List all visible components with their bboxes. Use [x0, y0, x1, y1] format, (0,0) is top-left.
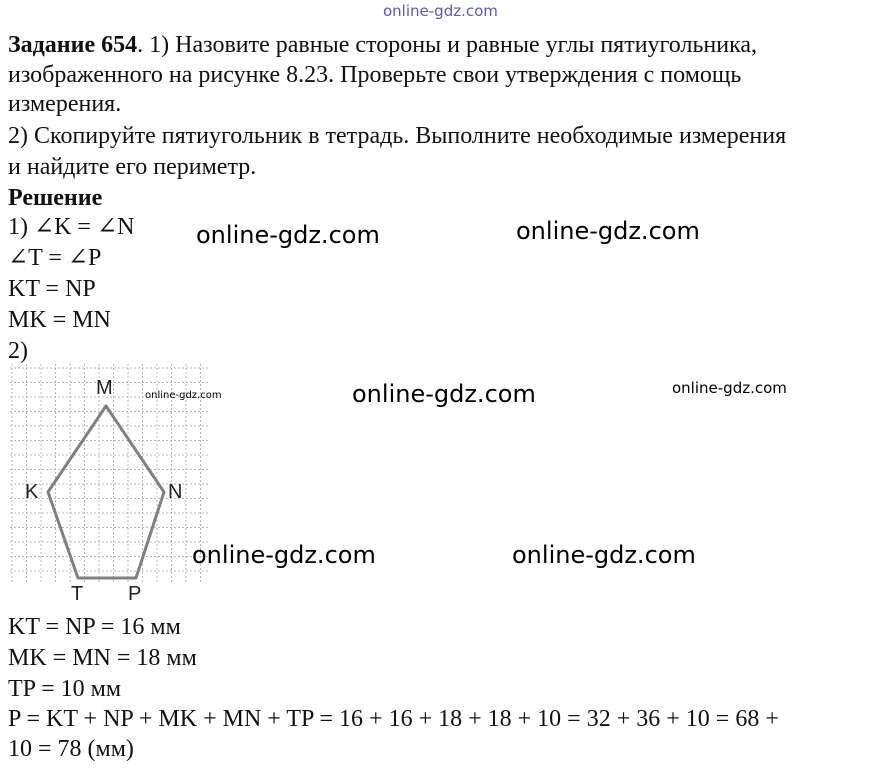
pentagon-outline: [48, 406, 164, 578]
watermark-1: online-gdz.com: [196, 221, 380, 249]
solution-heading: Решение: [8, 185, 103, 211]
task-title: Задание 654: [8, 32, 138, 58]
result-kt-np: KT = NP = 16 мм: [8, 614, 181, 640]
result-tp: TP = 10 мм: [8, 676, 122, 702]
task-line-2: изображенного на рисунке 8.23. Проверьте свои утверждения с помощь: [8, 62, 742, 88]
result-perimeter-cont: 10 = 78 (мм): [8, 736, 134, 762]
watermark-7: online-gdz.com: [512, 541, 696, 569]
task-line-3: измерения.: [8, 91, 122, 117]
task-line-5: и найдите его периметр.: [8, 154, 257, 180]
watermark-3: online-gdz.com: [145, 390, 222, 401]
vertex-label-p: P: [128, 583, 142, 604]
solution-sides-kt-np: KT = NP: [8, 276, 96, 302]
vertex-label-k: K: [25, 481, 39, 503]
task-line-4: 2) Скопируйте пятиугольник в тетрадь. Выполните необходимые измерения: [8, 123, 787, 149]
solution-angles-k-n: 1) ∠K = ∠N: [8, 214, 135, 240]
watermark-top: online-gdz.com: [383, 2, 498, 20]
result-mk-mn: MK = MN = 18 мм: [8, 645, 197, 671]
watermark-2: online-gdz.com: [516, 217, 700, 245]
watermark-4: online-gdz.com: [352, 380, 536, 408]
solution-angles-t-p: ∠T = ∠P: [8, 245, 102, 271]
vertex-label-m: M: [96, 377, 113, 399]
vertex-label-n: N: [168, 481, 183, 503]
result-perimeter: P = KT + NP + MK + MN + TP = 16 + 16 + 18 + 18 + 10 = 32 + 36 + 10 = 68 +: [8, 706, 779, 732]
vertex-label-t: T: [71, 583, 84, 604]
task-line-1-text: . 1) Назовите равные стороны и равные углы пятиугольника,: [137, 32, 758, 58]
task-line-1: [8, 30, 757, 60]
solution-sides-mk-mn: MK = MN: [8, 307, 111, 333]
watermark-5: online-gdz.com: [672, 379, 787, 397]
solution-part-2: 2): [8, 338, 28, 364]
watermark-6: online-gdz.com: [192, 541, 376, 569]
